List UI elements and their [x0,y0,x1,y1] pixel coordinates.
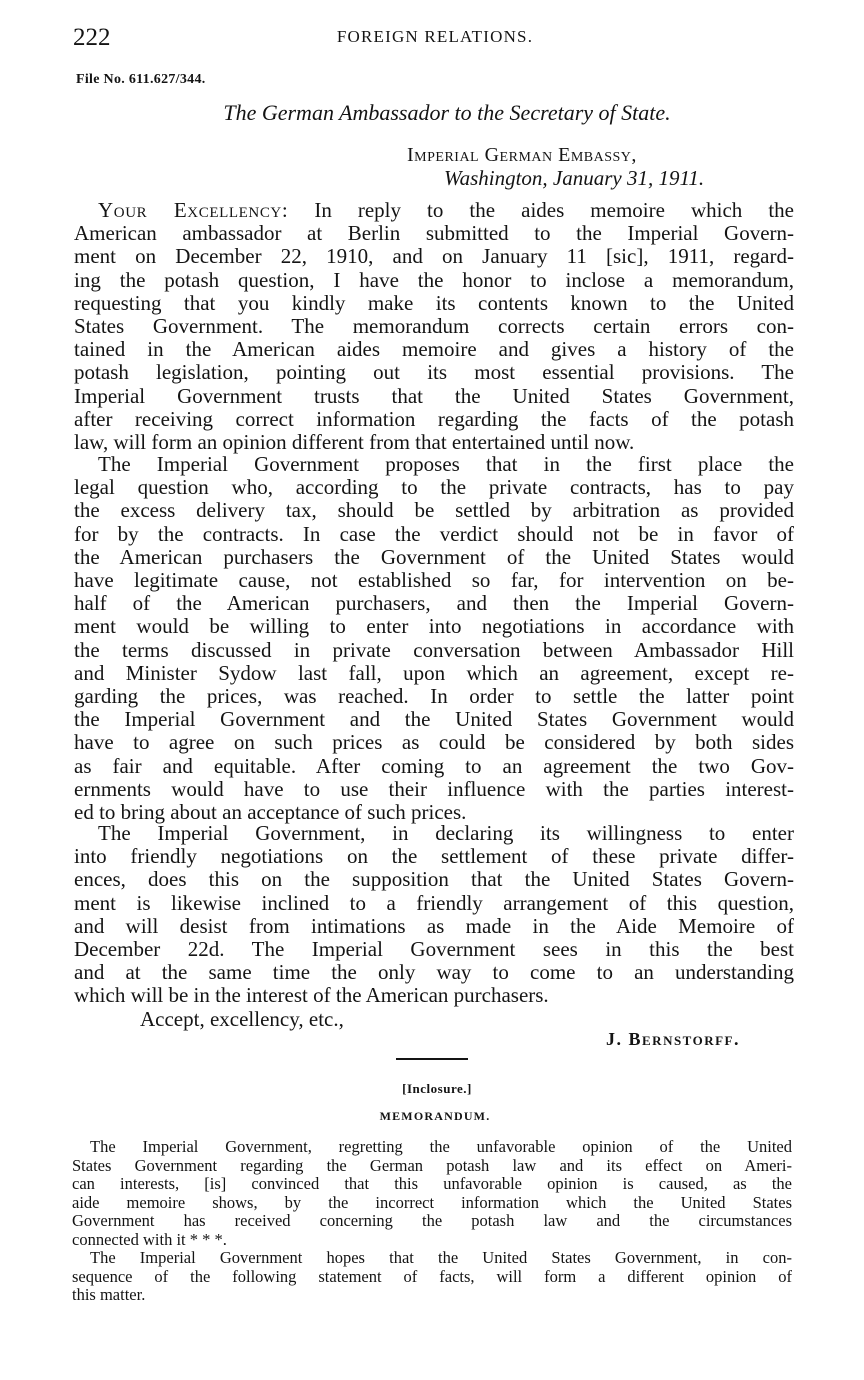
letter-paragraph-2 [74,453,794,824]
paragraph-line: legal question who, according to the private contracts, has to pay [74,475,794,500]
memo-line: sequence of the following statement of facts, will form a different opinion of [72,1266,792,1286]
sender-address: Imperial German Embassy, [407,144,637,166]
memo-line: The Imperial Government hopes that the United States Government, in con- [90,1248,792,1267]
memo-line: aide memoire shows, by the incorrect information which the United States [72,1192,792,1212]
paragraph-line: The Imperial Government proposes that in the first place the [98,452,794,476]
paragraph-line: ment is likewise inclined to a friendly arrangement of this question, [74,890,794,915]
signature: J. Bernstorff. [606,1029,741,1049]
paragraph-line: and at the same time the only way to come to an understanding [74,960,794,985]
paragraph-line: and Minister Sydow last fall, upon which an agreement, except re- [74,660,794,685]
paragraph-line: States Government. The memorandum corrects certain errors con- [74,314,794,339]
page-number: 222 [73,24,111,51]
paragraph-line: ment on December 22, 1910, and on January 11 [sic], 1911, regard- [74,244,794,269]
paragraph-line: American ambassador at Berlin submitted to the Imperial Govern- [74,221,794,246]
paragraph-line: into friendly negotiations on the settlement of these private differ- [74,844,794,869]
paragraph-line: which will be in the interest of the American purchasers. [74,983,549,1008]
paragraph-line: tained in the American aides memoire and gives a history of the [74,337,794,362]
memo-line: connected with it * * *. [72,1229,227,1249]
paragraph-line: ment would be willing to enter into negotiations in accordance with [74,614,794,639]
memorandum-heading: MEMORANDUM. [379,1109,491,1123]
salutation: Your Excellency: [98,198,289,222]
memo-line: The Imperial Government, regretting the unfavorable opinion of the United [90,1137,792,1156]
inclosure-label: [Inclosure.] [402,1081,472,1096]
letter-paragraph-1 [74,199,794,454]
paragraph-line: ing the potash question, I have the honor to inclose a memorandum, [74,267,794,292]
memorandum-paragraph-2 [72,1249,792,1305]
paragraph-line: the American purchasers the Government of the United States would [74,544,794,569]
memorandum-paragraph-1 [72,1138,792,1250]
section-divider [396,1058,468,1060]
paragraph-line: after receiving correct information regarding the facts of the potash [74,406,794,431]
memo-line: this matter. [72,1285,146,1305]
document-title: The German Ambassador to the Secretary of State. [223,100,671,125]
paragraph-line: Imperial Government trusts that the United States Government, [74,383,794,408]
paragraph-line: The Imperial Government, in declaring its willingness to enter [98,821,794,845]
letter-paragraph-3 [74,822,794,1008]
running-head: FOREIGN RELATIONS. [336,27,534,46]
paragraph-line: potash legislation, pointing out its most essential provisions. The [74,360,794,385]
closing: Accept, excellency, etc., [140,1007,344,1031]
paragraph-line: and will desist from intimations as made in the Aide Memoire of [74,913,794,938]
paragraph-line: for by the contracts. In case the verdict should not be in favor of [74,521,794,546]
paragraph-line: the terms discussed in private conversation between Ambassador Hill [74,637,794,662]
paragraph-line: requesting that you kindly make its contents known to the United [74,290,794,315]
memo-line: States Government regarding the German potash law and its effect on Ameri- [72,1155,792,1175]
paragraph-line: ences, does this on the supposition that the United States Govern- [74,867,794,892]
paragraph-line: as fair and equitable. After coming to an agreement the two Gov- [74,753,794,778]
paragraph-line: law, will form an opinion different from that entertained until now. [74,430,635,455]
paragraph-line: ernments would have to use their influence with the parties interest- [74,776,794,801]
memo-line: can interests, [is] convinced that this unfavorable opinion is caused, as the [72,1174,792,1194]
place-and-date: Washington, January 31, 1911. [444,166,705,190]
paragraph-line: garding the prices, was reached. In order to settle the latter point [74,684,794,709]
paragraph-line: December 22d. The Imperial Government sees in this the best [74,937,794,962]
paragraph-line: the excess delivery tax, should be settled by arbitration as provided [74,498,794,523]
file-number: File No. 611.627/344. [76,72,206,87]
memo-line: Government has received concerning the potash law and the circumstances [72,1211,792,1231]
paragraph-line: the Imperial Government and the United States Government would [74,707,794,732]
line-text: In reply to the aides memoire which the [314,198,794,222]
paragraph-line: ed to bring about an acceptance of such prices. [74,800,467,825]
paragraph-line: half of the American purchasers, and then the Imperial Govern- [74,591,794,616]
paragraph-line [74,199,794,222]
paragraph-line: have to agree on such prices as could be considered by both sides [74,730,794,755]
paragraph-line: have legitimate cause, not established so far, for intervention on be- [74,568,794,593]
